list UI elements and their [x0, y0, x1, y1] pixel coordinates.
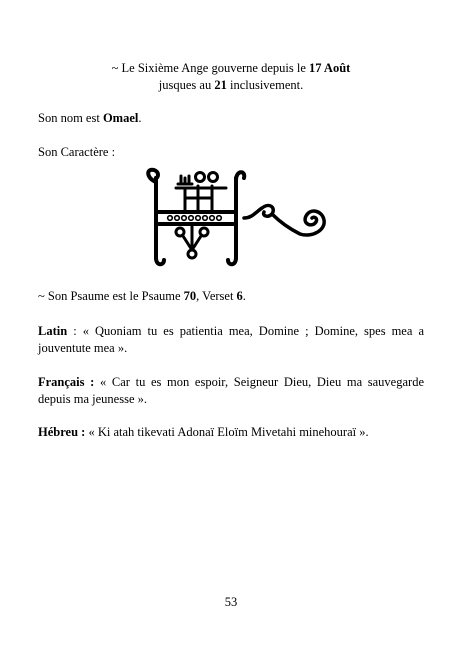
period-line-2-prefix: jusques au [158, 78, 215, 92]
french-label: Français : [38, 375, 95, 389]
french-verse [38, 374, 424, 408]
latin-text: : « Quoniam tu es patientia mea, Domine ; Domine, spes mea a jouventute mea ». [38, 324, 424, 355]
hebrew-label: Hébreu : [38, 425, 86, 439]
period-line-1 [60, 60, 402, 77]
verse-number: 6 [236, 289, 243, 303]
character-label: Son Caractère : [38, 145, 116, 159]
period-line-2 [60, 77, 402, 94]
angel-name-prefix: Son nom est [38, 111, 103, 125]
latin-verse [38, 323, 424, 357]
angel-name: Omael [102, 111, 139, 125]
hebrew-verse [38, 424, 424, 441]
start-date: 17 Août [309, 61, 351, 75]
page-number: 53 [224, 595, 238, 609]
french-text: « Car tu es mon espoir, Seigneur Dieu, Dieu ma sauvegarde depuis ma jeunesse ». [38, 375, 424, 406]
period-heading [60, 60, 402, 94]
hebrew-text: « Ki atah tikevati Adonaï Eloïm Mivetahi minehouraï ». [85, 425, 369, 439]
end-day: 21 [214, 78, 227, 92]
psalm-line [38, 288, 424, 305]
psalm-number: 70 [183, 289, 197, 303]
angel-seal-icon [140, 166, 330, 270]
psalm-middle: , Verset [196, 289, 237, 303]
angel-name-suffix: . [138, 111, 142, 125]
latin-label: Latin [38, 324, 68, 338]
period-line-1-prefix: ~ Le Sixième Ange gouverne depuis le [111, 61, 309, 75]
period-line-2-suffix: inclusivement. [226, 78, 304, 92]
angel-name-line [38, 110, 424, 127]
psalm-suffix: . [242, 289, 246, 303]
psalm-prefix: ~ Son Psaume est le Psaume [38, 289, 184, 303]
